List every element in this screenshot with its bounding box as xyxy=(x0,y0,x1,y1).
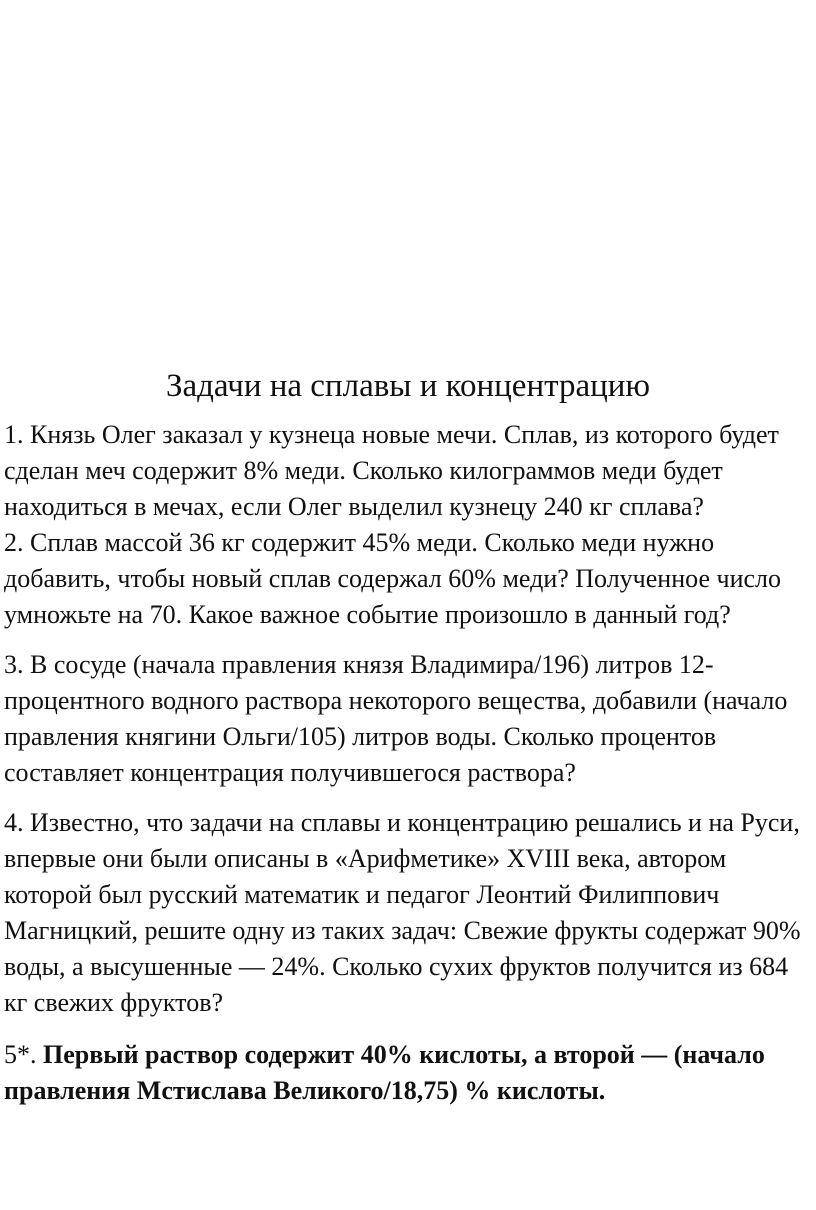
task-5-number: 5*. xyxy=(4,1040,37,1069)
task-5 xyxy=(4,1037,812,1109)
task-list xyxy=(4,417,812,1109)
document-title: Задачи на сплавы и концентрацию xyxy=(165,368,651,404)
task-3: 3. В сосуде (начала правления князя Владимира/196) литров 12-процентного водного раствора некоторого вещества, добавили (начало правления княгини Ольги/105) литров воды. Сколько процентов составляет концентрация получившегося раствора? xyxy=(4,650,788,787)
task-4: 4. Известно, что задачи на сплавы и концентрацию решались и на Руси, впервые они были описаны в «Арифметике» XVIII века, автором которой был русский математик и педагог Леонтий Филиппович Магницкий, решите одну из таких задач: Свежие фрукты содержат 90% воды, а высушенные — 24%. Сколько сухих фруктов получится из 684 кг свежих фруктов? xyxy=(4,808,801,1017)
task-1: 1. Князь Олег заказал у кузнеца новые мечи. Сплав, из которого будет сделан меч содержит 8% меди. Сколько килограммов меди будет находиться в мечах, если Олег выделил кузнецу 240 кг сплава? xyxy=(4,420,779,521)
task-2: 2. Сплав массой 36 кг содержит 45% меди. Сколько меди нужно добавить, чтобы новый сплав содержал 60% меди? Полученное число умножьте на 70. Какое важное событие произошло в данный год? xyxy=(4,528,781,629)
task-5-text: Первый раствор содержит 40% кислоты, а второй — (начало правления Мстислава Великого/18,75) % кислоты. xyxy=(4,1040,765,1105)
